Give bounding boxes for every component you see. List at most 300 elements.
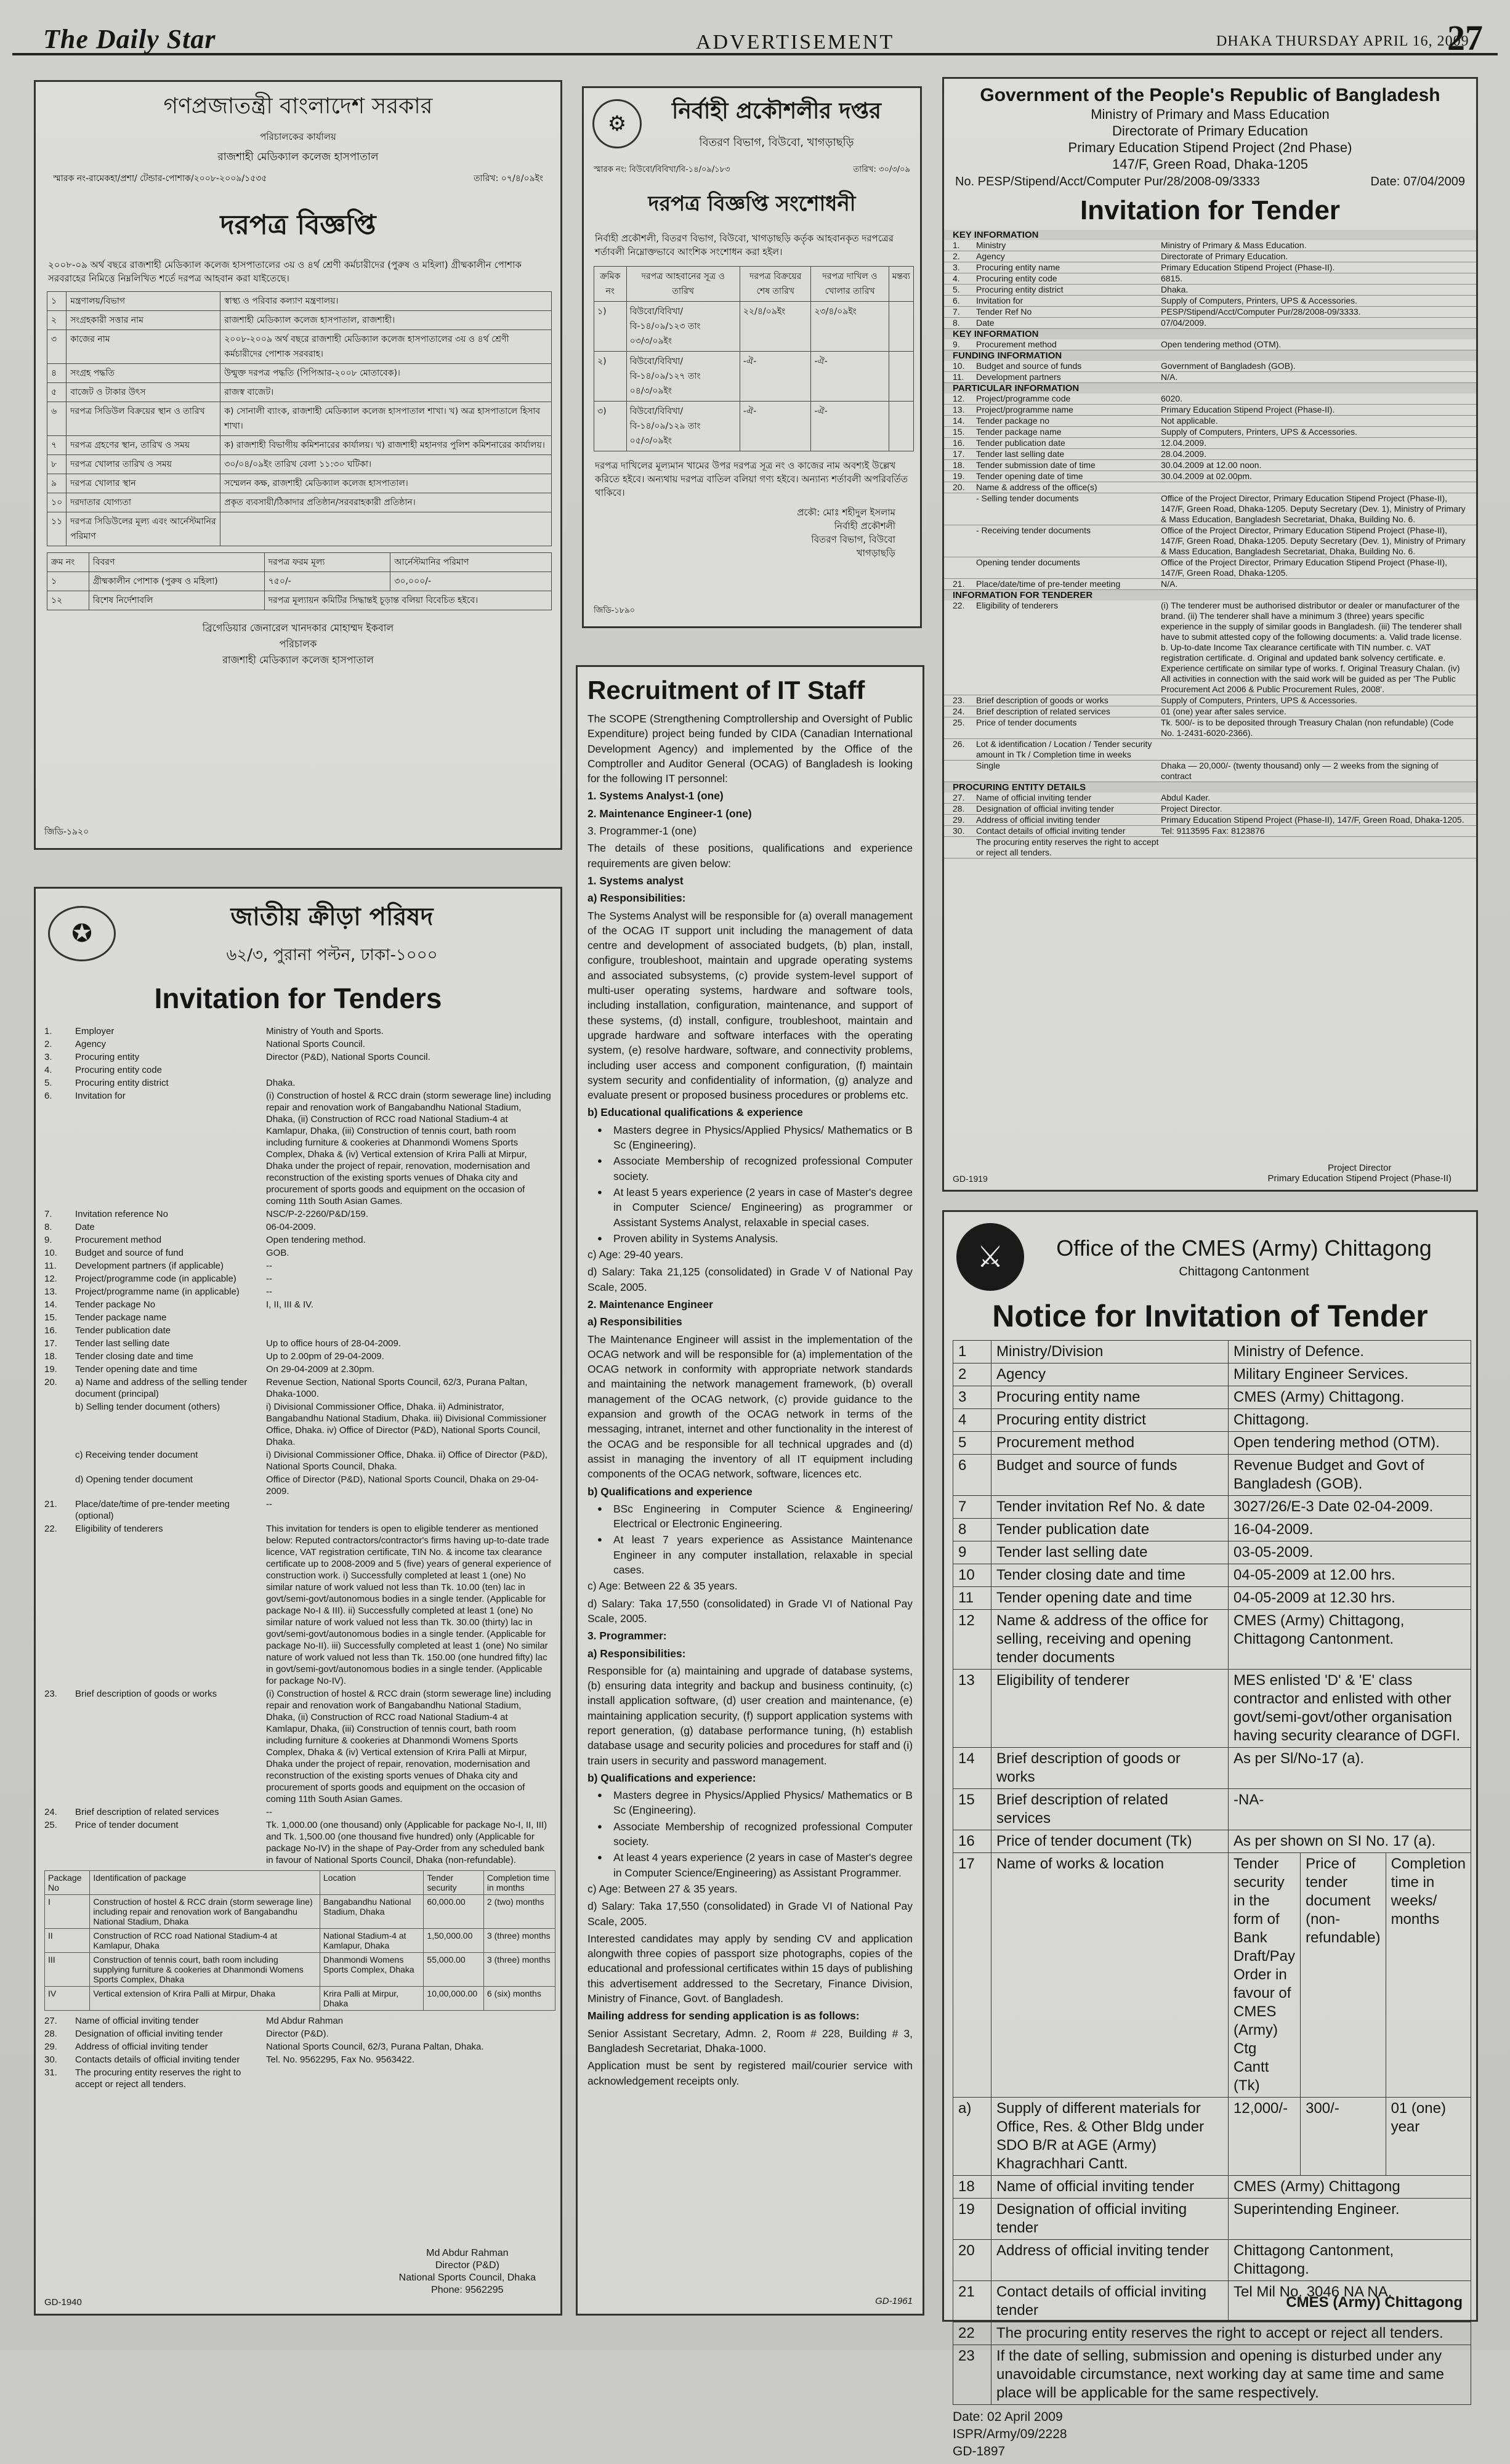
table-row <box>944 460 1476 471</box>
list-item: ● At least 5 years experience (2 years in case of Master's degree in Computer Science/ Engineering) as programmer or Assistant Systems Analyst, relaxable in special cases. <box>597 1185 913 1230</box>
section-heading: 1. Systems analyst <box>587 874 684 887</box>
row-number <box>953 557 976 578</box>
table-cell: ২৩/৪/০৯ইং <box>811 302 889 352</box>
contact-list <box>36 2014 560 2091</box>
ad-title: Government of the People's Republic of Bangladesh <box>980 85 1440 105</box>
subsection-heading: b) Educational qualifications & experience <box>587 1106 803 1119</box>
row-number: 8 <box>953 1519 991 1541</box>
row-label: Ministry <box>976 240 1006 250</box>
row-label: Tender publication date <box>991 1519 1229 1541</box>
position-item: 1. Systems Analyst-1 (one) <box>587 790 724 802</box>
table-row <box>944 815 1476 826</box>
row-value: দরপত্র মূল্যায়ন কমিটির সিদ্ধান্তই চূড়ান্ত বলিয়া বিবেচিত হইবে। <box>264 591 551 610</box>
row-value: 03-05-2009. <box>1229 1541 1471 1564</box>
row-number <box>953 525 976 557</box>
row-number: 9 <box>953 1541 991 1564</box>
section-heading: 2. Maintenance Engineer <box>587 1298 713 1311</box>
row-number <box>44 1474 75 1497</box>
row-number: 16. <box>953 438 965 448</box>
row-value <box>1161 482 1468 493</box>
table-row <box>594 352 914 402</box>
row-number <box>44 1401 75 1448</box>
table-row <box>953 1519 1471 1541</box>
row-value: MES enlisted 'D' & 'E' class contractor and enlisted with other govt/semi-govt/other organisation having security clearance of DGFI. <box>1229 1670 1471 1748</box>
ad-heading: দরপত্র বিজ্ঞপ্তি সংশোধনী <box>648 192 856 216</box>
row-number: 27. <box>44 2016 57 2026</box>
row-value: Office of the Project Director, Primary Education Stipend Project (Phase-II), 147/F, Green Road, Dhaka-1205. Deputy Secretary (Dev. 1), Ministry of Primary & Mass Education, Bangladesh Secretariat, Dhaka, Building No. 6. <box>1161 493 1466 524</box>
row-label: Tender last selling date <box>976 449 1065 459</box>
fee-cell: ৭৫০/- <box>264 572 390 591</box>
row-label: Procuring entity code <box>75 1065 162 1075</box>
row-number: 24. <box>953 706 965 716</box>
row-label: b) Selling tender document (others) <box>75 1402 220 1412</box>
section-heading: FUNDING INFORMATION <box>944 350 1476 361</box>
table-row <box>36 1285 560 1298</box>
row-number: 6. <box>44 1091 52 1101</box>
row-label: দরপত্র সিডিউল বিক্রয়ের স্থান ও তারিখ <box>67 402 220 436</box>
send-instruction: Application must be sent by registered mail/courier service with acknowledgement receipts only. <box>587 2059 913 2087</box>
row-value: I, II, III & IV. <box>266 1299 313 1310</box>
signatory-title: Project Director <box>1328 1163 1392 1173</box>
signatory-name: CMES (Army) Chittagong <box>1286 2294 1463 2311</box>
table-row <box>944 339 1476 350</box>
row-value: -NA- <box>1229 1789 1471 1830</box>
row-number: 21. <box>44 1499 57 1509</box>
row-number: ১০ <box>47 493 67 512</box>
row-number: 4. <box>953 273 960 283</box>
row-value: Primary Education Stipend Project (Phase-II). <box>1161 405 1335 414</box>
table-row <box>953 2240 1471 2281</box>
tender-table <box>953 1340 1471 2405</box>
row-label: Tender publication date <box>75 1325 171 1336</box>
row-label: Address of official inviting tender <box>976 815 1100 825</box>
row-number: 7 <box>953 1496 991 1519</box>
row-value: 3027/26/E-3 Date 02-04-2009. <box>1229 1496 1471 1519</box>
section-heading: PARTICULAR INFORMATION <box>944 383 1476 394</box>
row-value: 01 (one) year after sales service. <box>1161 706 1286 716</box>
row-label: Brief description of related services <box>991 1789 1229 1830</box>
row-value: Up to office hours of 28-04-2009. <box>266 1338 402 1349</box>
age-text: c) Age: 29-40 years. <box>587 1248 684 1261</box>
list-item: ● At least 7 years experience as Assistance Maintenance Engineer in any computer installation, relaxable in special cases. <box>597 1532 913 1577</box>
table-row <box>953 1363 1471 1386</box>
gd-number: GD-1919 <box>953 1174 988 1184</box>
row-label: Ministry/Division <box>991 1341 1229 1363</box>
row-value: 12.04.2009. <box>1161 438 1206 448</box>
table-row <box>36 1806 560 1819</box>
head-cell: দরপত্র বিক্রয়ের শেষ তারিখ <box>740 267 811 302</box>
row-number: 22. <box>953 600 965 610</box>
table-row <box>36 1363 560 1376</box>
row-number: 11 <box>953 1587 991 1610</box>
row-value: ২০০৮-২০০৯ অর্থ বছরে রাজশাহী মেডিক্যাল কলেজ হাসপাতালের ৩য় ও ৪র্থ শ্রেণী কর্মচারীদের পোশাক সরবরাহ। <box>220 330 552 364</box>
details-text: The details of these positions, qualifications and experience requirements are given below: <box>587 842 913 870</box>
table-row <box>953 1748 1471 1789</box>
work-head-cell: Completion time in weeks/ months <box>1386 1853 1471 2098</box>
head-cell: দরপত্র আহবানের সূত্র ও তারিখ <box>626 267 740 302</box>
row-value: (i) Construction of hostel & RCC drain (storm sewerage line) including repair and renovation work of Bangabandhu National Stadium, Dhaka, (ii) Construction of RCC road National Stadium-4 at Kamlapur, Dhaka, (iii) Construction of tennis court, bath room including furniture & cookeries at Dhanmondi Womens Sports Complex, Dhaka & (iv) Vertical extension of Krira Palli at Mirpur, Dhaka under the project of repair, renovation, modernisation and reconstruction of the existing sports venues of Dhaka city and procurement of sports goods and equipment on the occasion of coming 11th South Asian Games. <box>266 1689 551 1804</box>
row-number: 5 <box>953 1432 991 1455</box>
table-row <box>36 1025 560 1038</box>
row-value: National Sports Council. <box>266 1039 365 1049</box>
row-label: The procuring entity reserves the right to accept or reject all tenders. <box>976 837 1159 857</box>
row-label: - Receiving tender documents <box>976 525 1091 535</box>
footer-date: Date: 02 April 2009 <box>953 2410 1063 2424</box>
row-value <box>1161 739 1468 760</box>
signatory-name: Md Abdur Rahman <box>426 2248 509 2258</box>
table-row <box>953 1789 1471 1830</box>
row-number <box>953 493 976 525</box>
table-row <box>944 416 1476 427</box>
row-label: Place/date/time of pre-tender meeting <box>976 579 1121 589</box>
row-number: 19. <box>44 1364 57 1375</box>
row-label: Eligibility of tenderer <box>991 1670 1229 1748</box>
row-value: 28.04.2009. <box>1161 449 1206 459</box>
table-row <box>953 1670 1471 1748</box>
ad-subtitle: বিতরণ বিভাগ, বিউবো, খাগড়াছড়ি <box>699 136 854 149</box>
signatory-title: Director (P&D) <box>435 2260 499 2271</box>
fee-head-cell: আর্নেস্টমানির পরিমাণ <box>390 553 552 572</box>
row-value: i) Divisional Commissioner Office, Dhaka. ii) Office of Director (P&D), National Sports Council, Dhaka. <box>266 1450 548 1472</box>
row-label: Contact details of official inviting tender <box>991 2281 1229 2322</box>
row-value: N/A. <box>1161 579 1178 589</box>
ad-title: জাতীয় ক্রীড়া পরিষদ <box>230 903 434 931</box>
qualification-list <box>587 1788 913 1880</box>
table-row <box>944 273 1476 285</box>
table-row <box>36 2053 560 2066</box>
work-head-cell: Name of works & location <box>991 1853 1229 2098</box>
row-number: ১২ <box>47 591 89 610</box>
signature-block <box>584 506 920 560</box>
row-number: 4. <box>44 1065 52 1075</box>
tender-list <box>36 1025 560 1867</box>
signature-block <box>36 620 560 668</box>
row-label: Brief description of goods or works <box>991 1748 1229 1789</box>
row-value: Open tendering method (OTM). <box>1229 1432 1471 1455</box>
qualification-list <box>587 1123 913 1246</box>
ad-heading: Invitation for Tender <box>1080 195 1341 225</box>
row-label: দরপত্র খোলার স্থান <box>67 474 220 493</box>
pkg-head-cell: Package No <box>45 1871 90 1895</box>
row-number: ১১ <box>47 512 67 546</box>
row-value: ক) রাজশাহী বিভাগীয় কমিশনারের কার্যালয়। খ) রাজশাহী মহানগর পুলিশ কমিশনারের কার্যালয়। <box>220 436 552 455</box>
row-label: Tender Ref No <box>976 307 1032 317</box>
table-row <box>953 2199 1471 2240</box>
row-value: 07/04/2009. <box>1161 318 1206 328</box>
age-text: c) Age: Between 22 & 35 years. <box>587 1580 738 1593</box>
row-label: Brief description of goods or works <box>976 695 1108 705</box>
pkg-cell: Construction of hostel & RCC drain (storm sewerage line) including repair and renovation work of Bangabandhu National Stadium, Dhaka <box>90 1895 320 1929</box>
ad-heading: দরপত্র বিজ্ঞপ্তি <box>220 209 376 241</box>
row-number: 17 <box>953 1853 991 2098</box>
list-item: ● Proven ability in Systems Analysis. <box>597 1231 913 1246</box>
table-row <box>953 2176 1471 2199</box>
row-value <box>266 1312 552 1323</box>
row-number <box>44 1449 75 1472</box>
row-value: Primary Education Stipend Project (Phase-II). <box>1161 262 1335 272</box>
row-number: 11. <box>44 1261 57 1271</box>
table-row <box>36 1208 560 1221</box>
table-row <box>45 1953 555 1987</box>
row-value: Dhaka. <box>1161 285 1189 294</box>
row-label: Procurement method <box>976 339 1057 349</box>
table-row <box>36 2027 560 2040</box>
row-label: c) Receiving tender document <box>75 1450 198 1460</box>
footer-ispr: ISPR/Army/09/2228 <box>953 2427 1067 2441</box>
footer-info <box>944 2405 1476 2464</box>
row-number: a) <box>953 2098 991 2176</box>
row-number: 19. <box>953 471 965 481</box>
row-value: Ministry of Youth and Sports. <box>266 1026 384 1036</box>
table-cell: বিউবো/বিবিখা/ বি-১৪/০৯/১২৩ তাং ০৩/৩/০৯ইং <box>626 302 740 352</box>
row-number: 17. <box>44 1338 57 1349</box>
table-row <box>944 240 1476 251</box>
responsibility-text: Responsible for (a) maintaining and upgrade of database systems, (b) ensuring data integrity and backup and business continuity, (c) install application software, (d) user creation and maintenance, (e) maintaining application security, (f) support application systems with report generation, (g) database performance tuning, (h) establish database usage and security policies and procedures for staff and (i) train users in security and password management. <box>587 1664 913 1767</box>
row-label: কাজের নাম <box>67 330 220 364</box>
row-label: Procuring entity district <box>75 1078 169 1088</box>
row-value <box>220 512 552 546</box>
row-label: Contacts details of official inviting tender <box>75 2054 240 2065</box>
list-item: ● Associate Membership of recognized professional Computer society. <box>597 1819 913 1849</box>
row-number: 2. <box>44 1039 52 1049</box>
row-number: 11. <box>953 372 964 382</box>
row-label: Invitation reference No <box>75 1209 168 1219</box>
row-value: Open tendering method. <box>266 1235 366 1245</box>
row-number: ১ <box>47 292 67 311</box>
row-label: দরদাতার যোগ্যতা <box>67 493 220 512</box>
page-number: 27 <box>1447 18 1483 58</box>
table-row <box>36 1819 560 1867</box>
gd-number: জিডি-১৮৯০ <box>594 606 636 615</box>
table-row <box>944 471 1476 482</box>
row-value: CMES (Army) Chittagong, Chittagong Cantonment. <box>1229 1610 1471 1670</box>
row-number: 23. <box>953 695 965 705</box>
row-value <box>266 1064 552 1076</box>
row-value: Office of Director (P&D), National Sports Council, Dhaka on 29-04-2009. <box>266 1474 539 1497</box>
subsection-heading: b) Qualifications and experience <box>587 1485 753 1498</box>
row-number: ৯ <box>47 474 67 493</box>
pkg-cell: Dhanmondi Womens Sports Complex, Dhaka <box>320 1953 424 1987</box>
row-number: ৮ <box>47 455 67 474</box>
table-row <box>944 372 1476 383</box>
head-cell: মন্তব্য <box>889 267 913 302</box>
row-label: বাজেট ও টাকার উৎস <box>67 383 220 402</box>
section-heading: KEY INFORMATION <box>944 329 1476 339</box>
table-row <box>36 1051 560 1064</box>
ad-intro: নির্বাহী প্রকৌশলী, বিতরণ বিভাগ, বিউবো, খাগড়াছড়ি কর্তৃক আহবানকৃত দরপত্রের শর্তাবলী নিম্নোক্তভাবে আংশিক সংশোধন করা হইল। <box>595 233 894 257</box>
signatory-office: Primary Education Stipend Project (Phase-II) <box>1267 1173 1451 1184</box>
memo-date: তারিখ: ৩০/৩/০৯ <box>853 165 910 174</box>
tender-table <box>47 291 552 546</box>
row-number: 15. <box>44 1312 57 1323</box>
row-number: 1. <box>953 240 960 250</box>
list-item: ● Masters degree in Physics/Applied Physics/ Mathematics or B Sc (Engineering). <box>597 1123 913 1153</box>
row-label: Agency <box>991 1363 1229 1386</box>
table-row <box>944 579 1476 590</box>
pkg-head-cell: Tender security <box>424 1871 484 1895</box>
bpdb-tender-corrigendum-ad <box>582 86 922 628</box>
row-label: - Selling tender documents <box>976 493 1079 503</box>
row-label: Date <box>75 1222 95 1232</box>
salary-text: d) Salary: Taka 21,125 (consolidated) in Grade V of National Pay Scale, 2005. <box>587 1266 913 1293</box>
apply-text: Interested candidates may apply by sending CV and application alongwith three copies of passport size photographs, copies of the educational and professional certificates within 15 days of publishing this advertisement addressed to the Secretary, Finance Division, Ministry of Finance, Govt. of Bangladesh. <box>587 1932 913 2005</box>
qualification-list <box>587 1501 913 1577</box>
table-cell: -ঐ- <box>811 402 889 451</box>
row-value: 6020. <box>1161 394 1183 403</box>
row-number: 15 <box>953 1789 991 1830</box>
row-label: Name of official inviting tender <box>75 2016 199 2026</box>
table-row <box>944 600 1476 695</box>
responsibility-text: The Systems Analyst will be responsible for (a) overall management of the OCAG IT support unit including the management of data centre and development of associated budgets, (b) plan, install, configure, troubleshoot, maintain and upgrade operating systems and associated subsystems, (c) provide system-level support of multi-user operating systems, hardware and software tools, including installation, configuration, maintenance, and support of these systems, (d) install, configure, troubleshoot, maintain and upgrade hardware and software interfaces with the operating system, (e) resolve hardware, software, and connectivity problems, including user access and component configuration, (f) maintain system security and confidentiality of information, (g) analyze and evaluate present or proposed business procedures or problems etc. <box>587 909 913 1102</box>
row-value: 04-05-2009 at 12.00 hrs. <box>1229 1564 1471 1587</box>
table-row <box>953 1341 1471 1363</box>
row-number: 2 <box>953 1363 991 1386</box>
row-label: Brief description of goods or works <box>75 1689 217 1699</box>
row-value: 06-04-2009. <box>266 1222 316 1232</box>
pkg-cell: Bangabandhu National Stadium, Dhaka <box>320 1895 424 1929</box>
row-number: 30. <box>44 2054 57 2065</box>
row-label: Tender submission date of time <box>976 460 1096 470</box>
pkg-cell: 55,000.00 <box>424 1953 484 1987</box>
row-value: Tk. 1,000.00 (one thousand) only (Applicable for package No-I, II, III) and Tk. 1,500.00 (one thousand five hundred) only (Applicable for package No-IV) in the shape of Pay-Order from any scheduled bank in favour of National Sports Council, Dhaka (non-refundable). <box>266 1820 547 1865</box>
pkg-head-cell: Completion time in months <box>483 1871 555 1895</box>
pkg-cell: III <box>45 1953 90 1987</box>
signatory-title: পরিচালক <box>279 638 317 650</box>
row-label: Tender invitation Ref No. & date <box>991 1496 1229 1519</box>
list-item: ● At least 4 years experience (2 years in case of Master's degree in Computer Science/Engineering) as Assistant Programmer. <box>597 1850 913 1880</box>
row-label: Price of tender documents <box>976 717 1077 727</box>
row-number: 14 <box>953 1748 991 1789</box>
row-value: Office of the Project Director, Primary Education Stipend Project (Phase-II), 147/F, Green Road, Dhaka-1205. Deputy Secretary (Dev. 1), Ministry of Primary & Mass Education, Bangladesh Secretariat, Dhaka, Building No. 6. <box>1161 525 1466 556</box>
table-row <box>45 1987 555 2011</box>
row-label: a) Name and address of the selling tender document (principal) <box>75 1377 248 1399</box>
row-label: Price of tender document <box>75 1820 179 1830</box>
row-number: 3. <box>44 1052 52 1062</box>
table-row <box>594 302 914 352</box>
row-value: (i) Construction of hostel & RCC drain (storm sewerage line) including repair and renovation work of Bangabandhu National Stadium, Dhaka, (ii) Construction of RCC road National Stadium-4 at Kamlapur, Dhaka, (iii) Construction of tennis court, bath room including furniture & cookeries at Dhanmondi Womens Sports Complex, Dhaka & (iv) Vertical extension of Krira Palli at Mirpur, Dhaka under the project of repair, renovation, modernisation and reconstruction of the existing sports venues of Dhaka city and procurement of sports goods and equipment on the occasion of coming 11th South Asian Games. <box>266 1091 551 1206</box>
signatory-phone: Phone: 9562295 <box>431 2285 504 2295</box>
ad-heading: Notice for Invitation of Tender <box>992 1299 1428 1333</box>
row-number: 17. <box>953 449 965 459</box>
table-row <box>36 1687 560 1806</box>
corrigendum-table <box>594 266 914 451</box>
table-row <box>47 311 552 330</box>
table-row <box>36 1089 560 1208</box>
row-number: 15. <box>953 427 965 437</box>
table-cell: বিউবো/বিবিখা/ বি-১৪/০৯/১২৯ তাং ০৫/৩/০৯ইং <box>626 402 740 451</box>
row-value: Military Engineer Services. <box>1229 1363 1471 1386</box>
table-cell: ২২/৪/০৯ইং <box>740 302 811 352</box>
pkg-cell: 3 (three) months <box>483 1953 555 1987</box>
row-number: 10. <box>953 361 965 371</box>
section-heading: PROCURING ENTITY DETAILS <box>944 782 1476 793</box>
pkg-cell: Krira Palli at Mirpur, Dhaka <box>320 1987 424 2011</box>
row-value: Director (P&D). <box>266 2029 329 2039</box>
primary-education-tender-ad <box>942 77 1478 1192</box>
row-label: Development partners <box>976 372 1061 382</box>
row-number: ৫ <box>47 383 67 402</box>
row-value: ৩০/০৪/০৯ইং তারিখ বেলা ১১:৩০ ঘটিকা। <box>220 455 552 474</box>
table-row <box>36 1038 560 1051</box>
pkg-cell: National Stadium-4 at Kamlapur, Dhaka <box>320 1929 424 1953</box>
row-value: Revenue Section, National Sports Council, 62/3, Purana Paltan, Dhaka-1000. <box>266 1377 528 1399</box>
row-value <box>266 1325 552 1336</box>
ad-subtitle: Chittagong Cantonment <box>1179 1264 1309 1278</box>
row-label: সংগ্রহ পদ্ধতি <box>67 364 220 383</box>
pkg-cell: 1,50,000.00 <box>424 1929 484 1953</box>
table-row <box>36 1337 560 1350</box>
row-value: Tel: 9113595 Fax: 8123876 <box>1161 826 1265 836</box>
row-number: 20. <box>953 482 965 492</box>
project-line: Primary Education Stipend Project (2nd Phase) <box>1068 140 1352 155</box>
pkg-cell: 60,000.00 <box>424 1895 484 1929</box>
row-value: PESP/Stipend/Acct/Computer Pur/28/2008-09/3333. <box>1161 307 1361 317</box>
sports-council-tender-ad <box>34 887 562 2316</box>
list-item: ● BSc Engineering in Computer Science & Engineering/ Electrical or Electronic Engineering. <box>597 1501 913 1532</box>
table-cell: বিউবো/বিবিখা/ বি-১৪/০৯/১২৭ তাং ০৪/৩/০৯ইং <box>626 352 740 402</box>
row-label: Address of official inviting tender <box>991 2240 1229 2281</box>
row-number: 29. <box>953 815 965 825</box>
row-number: 26. <box>953 739 965 749</box>
table-cell: ৩) <box>594 402 627 451</box>
table-row <box>36 1298 560 1311</box>
table-row <box>944 361 1476 372</box>
pkg-cell: 10,00,000.00 <box>424 1987 484 2011</box>
table-row <box>36 1498 560 1522</box>
signatory-office: রাজশাহী মেডিক্যাল কলেজ হাসপাতাল <box>222 654 374 666</box>
row-number: 16. <box>44 1325 57 1336</box>
pkg-cell: Construction of tennis court, bath room including supplying furniture & cookeries at Dhanmondi Womens Sports Complex, Dhaka <box>90 1953 320 1987</box>
row-value: উন্মুক্ত দরপত্র পদ্ধতি (পিপিআর-২০০৮ মোতাবেক)। <box>220 364 552 383</box>
table-row <box>36 1064 560 1076</box>
table-row <box>944 717 1476 739</box>
tender-table <box>944 230 1476 858</box>
row-value: Office of the Project Director, Primary Education Stipend Project (Phase-II), 147/F, Green Road, Dhaka-1205. <box>1161 557 1448 578</box>
row-value: National Sports Council, 62/3, Purana Paltan, Dhaka. <box>266 2042 484 2052</box>
row-label: Budget and source of funds <box>976 361 1082 371</box>
table-row <box>36 1272 560 1285</box>
row-label: Project/programme code (in applicable) <box>75 1274 236 1284</box>
table-row <box>36 1324 560 1337</box>
table-row <box>953 1455 1471 1496</box>
row-value: CMES (Army) Chittagong. <box>1229 1386 1471 1409</box>
table-row <box>47 455 552 474</box>
table-row <box>36 1221 560 1234</box>
pkg-cell: IV <box>45 1987 90 2011</box>
row-label: Eligibility of tenderers <box>75 1524 163 1534</box>
pkg-cell: II <box>45 1929 90 1953</box>
signature-block <box>399 2247 536 2296</box>
row-label: Contact details of official inviting tender <box>976 826 1126 836</box>
row-number: 10 <box>953 1564 991 1587</box>
reference-date: Date: 07/04/2009 <box>1370 175 1465 188</box>
rajshahi-tender-ad <box>34 80 562 850</box>
row-label: Place/date/time of pre-tender meeting (optional) <box>75 1499 230 1521</box>
row-label: দরপত্র খোলার তারিখ ও সময় <box>67 455 220 474</box>
memo-number: স্মারক নং: বিউবো/বিবিখা/বি-১৪/০৯/১৮৩ <box>594 165 730 174</box>
row-number: ৬ <box>47 402 67 436</box>
row-value: This invitation for tenders is open to eligible tenderer as mentioned below: Reputed contractors/contractor's firms having up-to-date trade licence, VAT registration certificate, TIN No. & income tax clearance certificate up to 2008-2009 and 5 (five) years of general experience of construction work. i) Successfully completed at least 1 (one) No similar nature of work valued not less than Tk. 10.00 (ten) lac in govt/semi-govt/autonomous bodies in a single tender. (Applicable for package No-I & III). ii) Successfully completed at least 1 (one) No similar nature of work valued not less than Tk. 30.00 (thirty) lac in govt/semi-govt/autonomous bodies in a single tender. (Applicable for package No-II). iii) Successfully completed at least 1 (one) No similar nature of work valued not less than Tk. 150.00 (one hundred fifty) lac in govt/semi-govt/autonomous bodies in a single tender. (Applicable for package No-IV). <box>266 1524 551 1686</box>
row-value <box>1161 837 1468 858</box>
row-label: Tender package No <box>75 1299 156 1310</box>
table-row <box>47 474 552 493</box>
work-head-cell: Price of tender document (non-refundable) <box>1301 1853 1386 2098</box>
signatory-place: খাগড়াছড়ি <box>856 547 895 559</box>
table-cell: ১) <box>594 302 627 352</box>
mailing-address: Senior Assistant Secretary, Admn. 2, Room # 228, Building # 3, Bangladesh Secretariat, Dhaka-1000. <box>587 2027 913 2054</box>
ad-title: নির্বাহী প্রকৌশলীর দপ্তর <box>672 99 881 124</box>
row-label: Name of official inviting tender <box>976 793 1092 802</box>
